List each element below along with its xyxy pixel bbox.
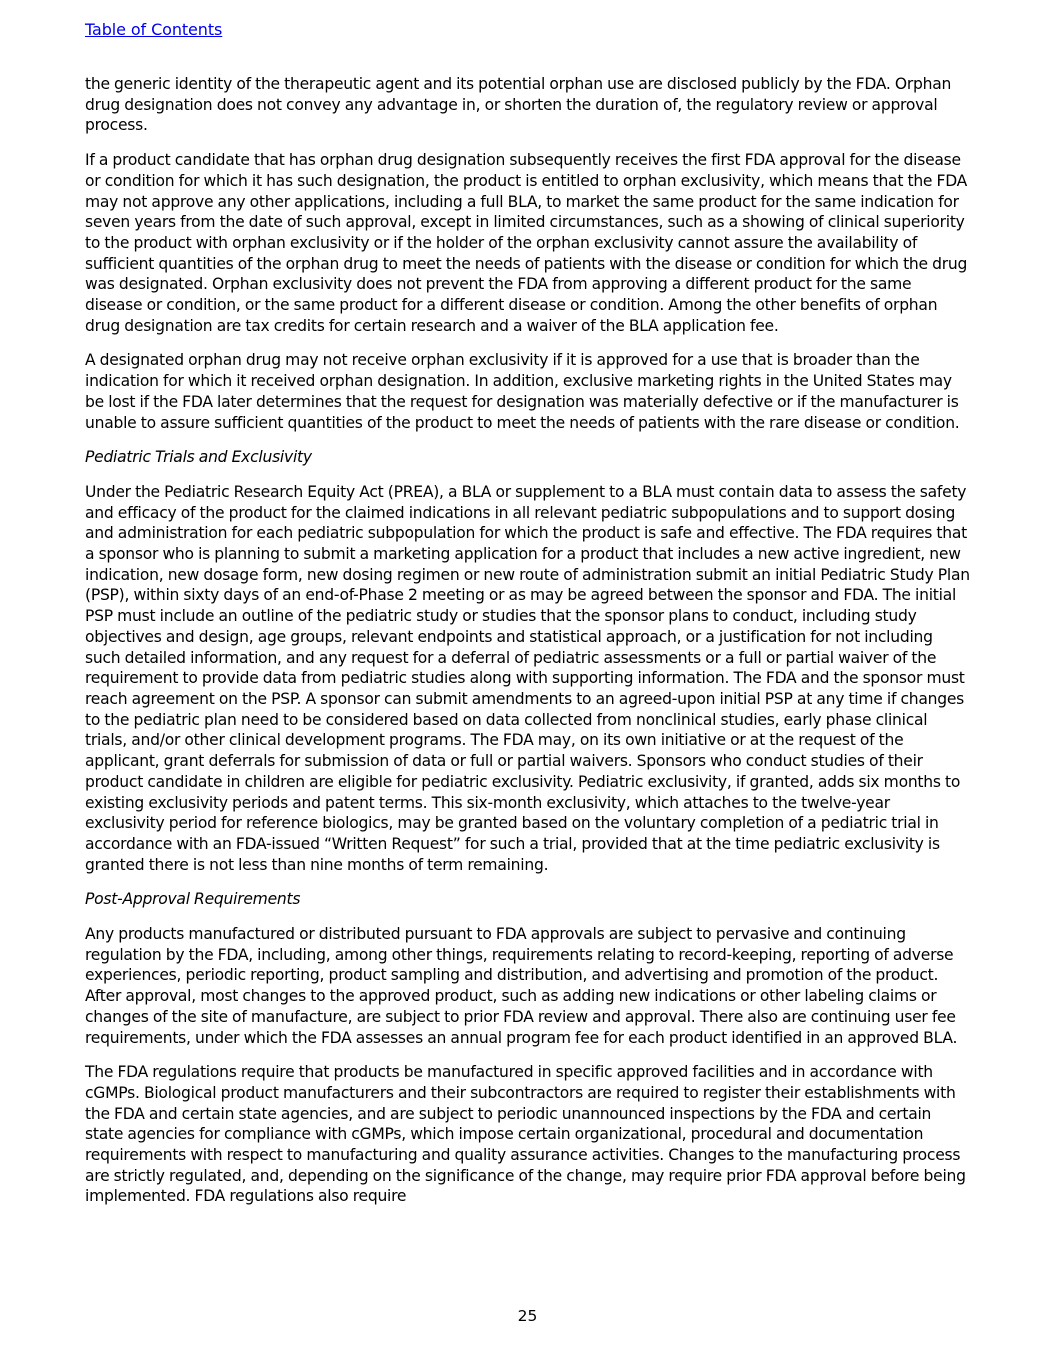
- paragraph-orphan-designation-disclosure: the generic identity of the therapeutic agent and its potential orphan use are disclosed publicly by the FDA. Orphan drug designation does not convey any advantage in, or shorten the duration of, the regulatory review or approval process.: [85, 75, 952, 135]
- page-number: 25: [517, 1307, 538, 1325]
- paragraph-post-approval-regulation: Any products manufactured or distributed pursuant to FDA approvals are subject to pervasive and continuing regulation by the FDA, including, among other things, requirements relating to record-keeping, reporting of adverse experiences, periodic reporting, product sampling and distribution, and advertising and promotion of the product. After approval, most changes to the approved product, such as adding new indications or other labeling claims or changes of the site of manufacture, are subject to prior FDA review and approval. There also are continuing user fee requirements, under which the FDA assesses an annual program fee for each product identified in an approved BLA.: [85, 925, 958, 1047]
- paragraph-pediatric-research-equity-act: Under the Pediatric Research Equity Act (PREA), a BLA or supplement to a BLA must contain data to assess the safety and efficacy of the product for the claimed indications in all relevant pediatric subpopulations and to support dosing and administration for each pediatric subpopulation for which the product is safe and effective. The FDA requires that a sponsor who is planning to submit a marketing application for a product that includes a new active ingredient, new indication, new dosage form, new dosing regimen or new route of administration submit an initial Pediatric Study Plan (PSP), within sixty days of an end-of-Phase 2 meeting or as may be agreed between the sponsor and FDA. The initial PSP must include an outline of the pediatric study or studies that the sponsor plans to conduct, including study objectives and design, age groups, relevant endpoints and statistical approach, or a justification for not including such detailed information, and any request for a deferral of pediatric assessments or a full or partial waiver of the requirement to provide data from pediatric studies along with supporting information. The FDA and the sponsor must reach agreement on the PSP. A sponsor can submit amendments to an agreed-upon initial PSP at any time if changes to the pediatric plan need to be considered based on data collected from nonclinical studies, early phase clinical trials, and/or other clinical development programs. The FDA may, on its own initiative or at the request of the applicant, grant deferrals for submission of data or full or partial waivers. Sponsors who conduct studies of their product candidate in children are eligible for pediatric exclusivity. Pediatric exclusivity, if granted, adds six months to existing exclusivity periods and patent terms. This six-month exclusivity, which attaches to the twelve-year exclusivity period for reference biologics, may be granted based on the voluntary completion of a pediatric trial in accordance with an FDA-issued “Written Request” for such a trial, provided that at the time pediatric exclusivity is granted there is not less than nine months of term remaining.: [85, 482, 970, 874]
- table-of-contents-link[interactable]: Table of Contents: [85, 20, 223, 39]
- document-body: [85, 74, 970, 1221]
- section-heading-pediatric-trials: Pediatric Trials and Exclusivity: [85, 448, 312, 467]
- paragraph-manufacturing-cgmp: The FDA regulations require that products be manufactured in specific approved facilities and in accordance with cGMPs. Biological product manufacturers and their subcontractors are required to register their establishments with the FDA and certain state agencies, and are subject to periodic unannounced inspections by the FDA and certain state agencies for compliance with cGMPs, which impose certain organizational, procedural and documentation requirements with respect to manufacturing and quality assurance activities. Changes to the manufacturing process are strictly regulated, and, depending on the significance of the change, may require prior FDA approval before being implemented. FDA regulations also require: [85, 1063, 966, 1206]
- paragraph-orphan-exclusivity-limits: A designated orphan drug may not receive orphan exclusivity if it is approved for a use that is broader than the indication for which it received orphan designation. In addition, exclusive marketing rights in the United States may be lost if the FDA later determines that the request for designation was materially defective or if the manufacturer is unable to assure sufficient quantities of the product to meet the needs of patients with the rare disease or condition.: [85, 351, 960, 432]
- section-heading-post-approval: Post-Approval Requirements: [85, 890, 301, 909]
- paragraph-orphan-exclusivity: If a product candidate that has orphan drug designation subsequently receives the first FDA approval for the disease or condition for which it has such designation, the product is entitled to orphan exclusivity, which means that the FDA may not approve any other applications, including a full BLA, to market the same product for the same indication for seven years from the date of such approval, except in limited circumstances, such as a showing of clinical superiority to the product with orphan exclusivity or if the holder of the orphan exclusivity cannot assure the availability of sufficient quantities of the orphan drug to meet the needs of patients with the disease or condition for which the drug was designated. Orphan exclusivity does not prevent the FDA from approving a different product for the same disease or condition, or the same product for a different disease or condition. Among the other benefits of orphan drug designation are tax credits for certain research and a waiver of the BLA application fee.: [85, 151, 968, 335]
